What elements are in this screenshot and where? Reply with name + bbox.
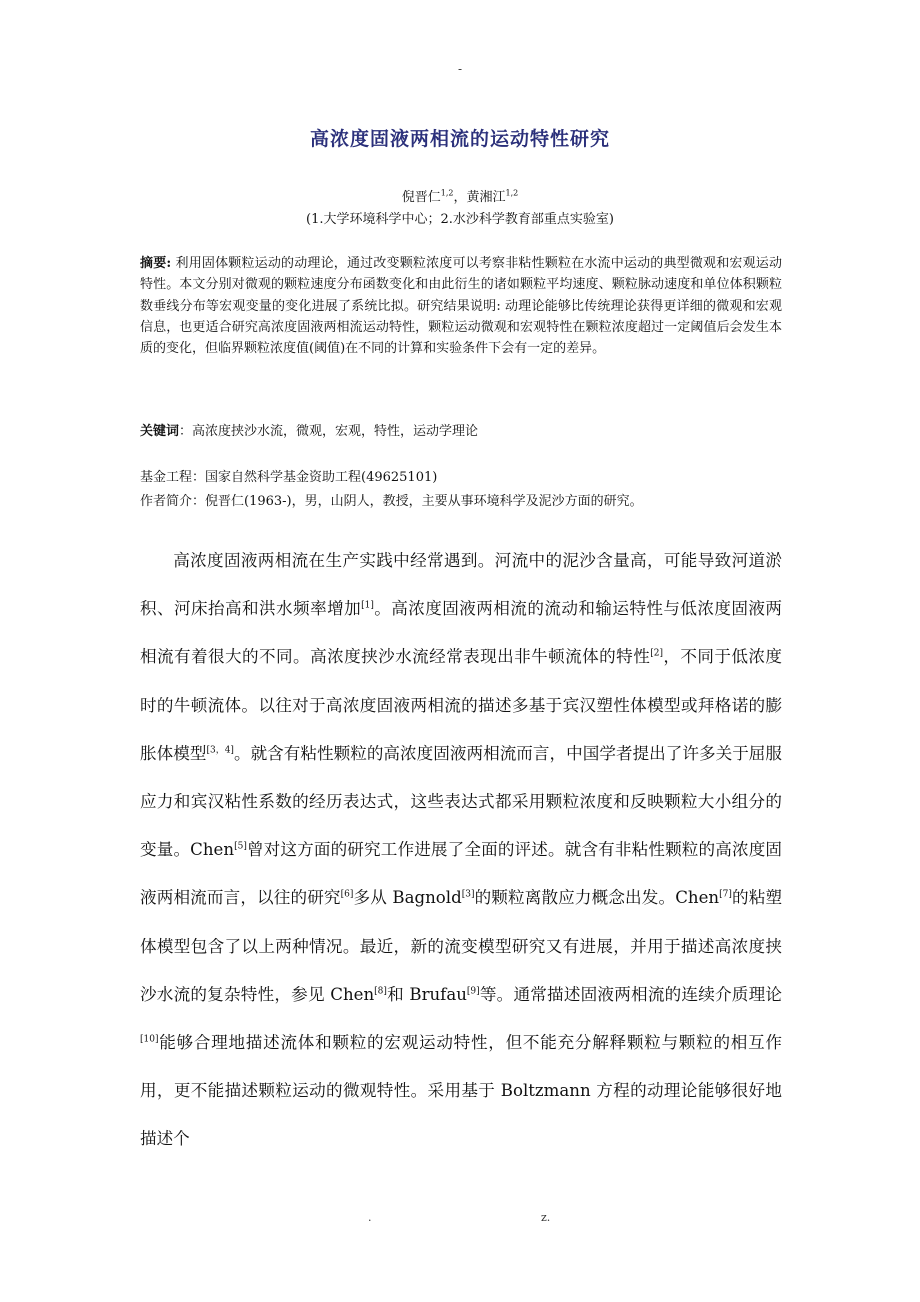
body-text-run: 等。通常描述固液两相流的连续介质理论: [479, 984, 782, 1004]
body-text-run: 的颗粒离散应力概念出发。Chen: [474, 888, 720, 908]
fund-line: 基金工程：国家自然科学基金资助工程(49625101): [140, 470, 438, 485]
affiliation-line: (1.大学环境科学中心；2.水沙科学教育部重点实验室): [306, 212, 614, 227]
citation-ref: [10]: [140, 1034, 159, 1045]
abstract-label: 摘要:: [140, 256, 172, 271]
body-paragraph: [140, 537, 782, 1164]
keywords-text: ：高浓度挟沙水流，微观，宏观，特性，运动学理论: [179, 424, 479, 439]
citation-ref: [1]: [361, 600, 374, 611]
body-text-run: 。就含有粘性颗粒的高浓度固液两相流而言，中国学者提出了许多关于屈服应力和宾汉粘性系数的经历表达式，这些表达式都采用颗粒浓度和反映颗粒大小组分的变量。Chen: [140, 743, 783, 860]
keywords-label: 关键词: [140, 424, 180, 439]
author-name-1: 倪晋仁: [401, 190, 441, 205]
footer-right-mark: z.: [541, 1211, 551, 1224]
body-text-run: 曾对这方面的研究工作进展了全面的评述。就含有非粘性颗粒的高浓度固液两相流而言，以往的研究: [140, 840, 783, 908]
citation-ref: [3，4]: [206, 745, 234, 756]
keywords-block: [140, 421, 782, 442]
fund-and-bio-block: [140, 466, 782, 514]
footer-left-mark: .: [368, 1211, 372, 1224]
abstract-block: [140, 253, 782, 359]
author-line: [0, 186, 920, 205]
citation-ref: [9]: [466, 986, 480, 997]
body-text-run: 的粘塑体模型包含了以上两种情况。最近，新的流变模型研究又有进展，并用于描述高浓度挟沙水流的复杂特性，参见 Chen: [140, 888, 783, 1004]
author-name-2: 黄湘江: [466, 190, 506, 205]
paper-title: 高浓度固液两相流的运动特性研究: [309, 128, 610, 150]
author-affil-sup-2: 1,2: [505, 188, 519, 198]
author-affil-sup-1: 1,2: [440, 188, 454, 198]
citation-ref: [7]: [719, 889, 732, 900]
body-text-run: 高浓度固液两相流在生产实践中经常遇到。河流中的泥沙含量高，可能导致河道淤积、河床抬高和洪水频率增加: [140, 551, 782, 619]
page-header-mark: -: [457, 62, 463, 76]
body-text-run: 能够合理地描述流体和颗粒的宏观运动特性，但不能充分解释颗粒与颗粒的相互作用，更不能描述颗粒运动的微观特性。采用基于 Boltzmann 方程的动理论能够很好地描述个: [140, 1033, 782, 1149]
abstract-text: 利用固体颗粒运动的动理论，通过改变颗粒浓度可以考察非粘性颗粒在水流中运动的典型微观和宏观运动特性。本文分别对微观的颗粒速度分布函数变化和由此衍生的诸如颗粒平均速度、颗粒脉动速度和单位体积颗粒数垂线分布等宏观变量的变化进展了系统比拟。研究结果说明: 动理论能够比传统理论获得更详细的微观和宏观信息，也更适合研究高浓度固液两相流运动特性，颗粒运动微观和宏观特性在颗粒浓度超过一定阈值后会发生本质的变化，但临界颗粒浓度值(阈值)在不同的计算和实验条件下会有一定的差异。: [140, 256, 782, 357]
author-separator: ，: [453, 190, 467, 205]
body-text-run: ，不同于低浓度时的牛顿流体。以往对于高浓度固液两相流的描述多基于宾汉塑性体模型或拜格诺的膨胀体模型: [140, 647, 783, 763]
citation-ref: [6]: [340, 889, 354, 900]
body-text-run: 和 Brufau: [386, 984, 467, 1004]
body-text-run: 多从 Bagnold: [353, 888, 462, 908]
citation-ref: [5]: [234, 841, 247, 852]
body-text-run: 。高浓度固液两相流的流动和输运特性与低浓度固液两相流有着很大的不同。高浓度挟沙水流经常表现出非牛顿流体的特性: [140, 599, 783, 667]
page-footer: [0, 1211, 920, 1231]
citation-ref: [2]: [650, 648, 663, 659]
citation-ref: [8]: [374, 986, 387, 997]
citation-ref: [3]: [461, 889, 475, 900]
author-bio-line: 作者简介：倪晋仁(1963-)，男，山阴人，教授，主要从事环境科学及泥沙方面的研究。: [140, 494, 643, 509]
